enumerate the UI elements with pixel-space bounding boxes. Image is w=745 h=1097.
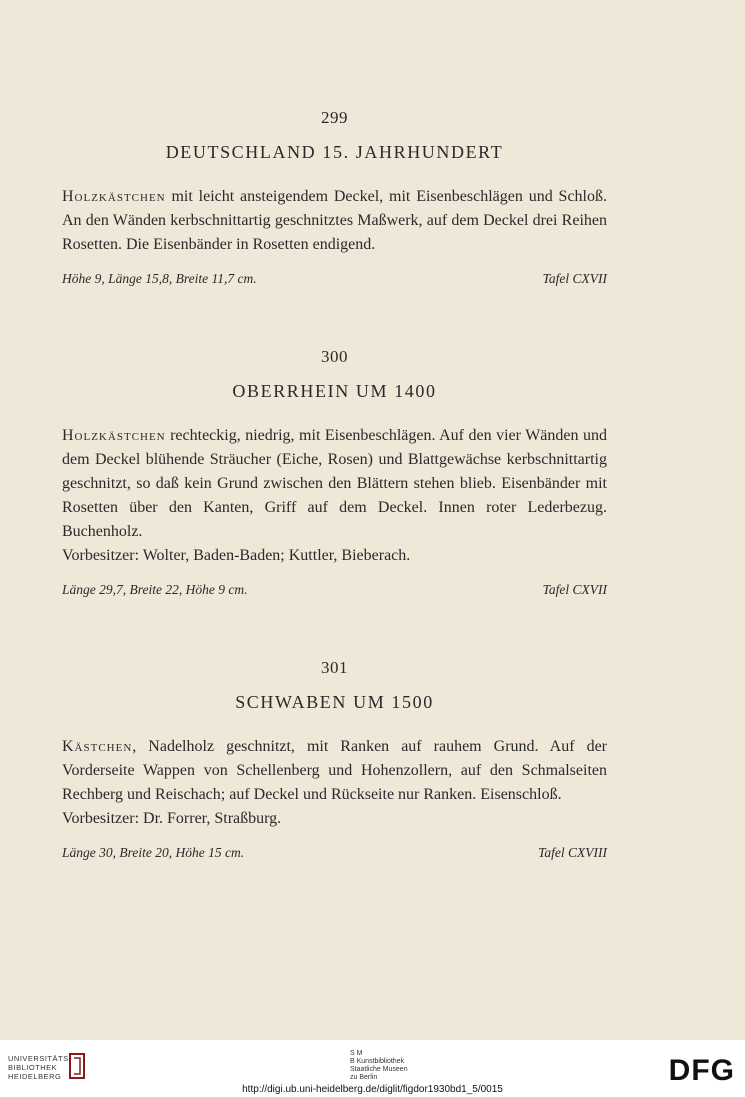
digitization-footer bbox=[0, 1040, 745, 1097]
entry-dimensions: Höhe 9, Länge 15,8, Breite 11,7 cm. bbox=[62, 271, 257, 286]
library-line: HEIDELBERG bbox=[8, 1072, 62, 1081]
entry-meta bbox=[62, 271, 607, 287]
entry-heading: OBERRHEIN UM 1400 bbox=[232, 381, 437, 401]
library-line: UNIVERSITÄTS- bbox=[8, 1054, 72, 1063]
library-line: BIBLIOTHEK bbox=[8, 1063, 58, 1072]
entry-plate: Tafel CXVII bbox=[542, 271, 607, 286]
museum-line: B Kunstbibliothek bbox=[350, 1058, 405, 1065]
entry-description bbox=[62, 185, 607, 257]
entry-text: mit leicht ansteigendem Deckel, mit Eisenbeschlägen und Schloß. An den Wänden kerbschnittartig geschnitztes Maßwerk, auf dem Deckel drei Reihen Rosetten. Die Eisenbänder in Rosetten endigend. bbox=[62, 188, 607, 253]
entry-number: 300 bbox=[321, 347, 348, 366]
entry-meta bbox=[62, 845, 607, 861]
library-emblem-icon bbox=[68, 1052, 88, 1080]
museum-line: zu Berlin bbox=[350, 1074, 378, 1081]
entry-number: 301 bbox=[321, 658, 348, 677]
entry-meta bbox=[62, 582, 607, 598]
entry-plate: Tafel CXVII bbox=[542, 582, 607, 597]
museum-logo-text bbox=[350, 1050, 408, 1082]
museum-line: S M bbox=[350, 1050, 363, 1057]
entry-text: , Nadelholz geschnitzt, mit Ranken auf rauhem Grund. Auf der Vorderseite Wappen von Schellenberg und Hohenzollern, auf den Schmalseiten Rechberg und Reischach; auf Deckel und Rückseite nur Ranken. Eisenschloß. bbox=[62, 738, 607, 803]
university-library-logo-text bbox=[8, 1054, 72, 1081]
entry-previous-owner: Vorbesitzer: Dr. Forrer, Straßburg. bbox=[62, 810, 282, 827]
entry-number: 299 bbox=[321, 108, 348, 127]
catalog-entry-299 bbox=[62, 108, 607, 287]
catalog-entry-300 bbox=[62, 347, 607, 598]
entry-plate: Tafel CXVIII bbox=[538, 845, 607, 860]
entry-dimensions: Länge 29,7, Breite 22, Höhe 9 cm. bbox=[62, 582, 248, 597]
catalog-entry-301 bbox=[62, 658, 607, 861]
entry-text: rechteckig, niedrig, mit Eisenbeschlägen. Auf den vier Wänden und dem Deckel blühende Sträucher (Eiche, Rosen) und Blattgewächse kerbschnittartig geschnitzt, so daß kein Grund zwischen den Blättern stehen blieb. Eisenbänder mit Rosetten über den Kanten, Griff auf dem Deckel. Innen roter Lederbezug. Buchenholz. bbox=[62, 427, 607, 540]
entry-dimensions: Länge 30, Breite 20, Höhe 15 cm. bbox=[62, 845, 245, 860]
entry-description bbox=[62, 735, 607, 807]
entry-lead-word: Holzkästchen bbox=[62, 188, 166, 205]
entry-lead-word: Holzkästchen bbox=[62, 427, 166, 444]
entry-lead-word: Kästchen bbox=[62, 738, 133, 755]
entry-heading: SCHWABEN UM 1500 bbox=[235, 692, 434, 712]
museum-line: Staatliche Museen bbox=[350, 1066, 408, 1073]
entry-heading: DEUTSCHLAND 15. JAHRHUNDERT bbox=[165, 142, 504, 162]
entry-previous-owner: Vorbesitzer: Wolter, Baden-Baden; Kuttler, Bieberach. bbox=[62, 547, 411, 564]
source-url[interactable]: http://digi.ub.uni-heidelberg.de/diglit/figdor1930bd1_5/0015 bbox=[242, 1084, 503, 1095]
entry-description bbox=[62, 424, 607, 544]
dfg-logo: DFG bbox=[668, 1054, 735, 1087]
